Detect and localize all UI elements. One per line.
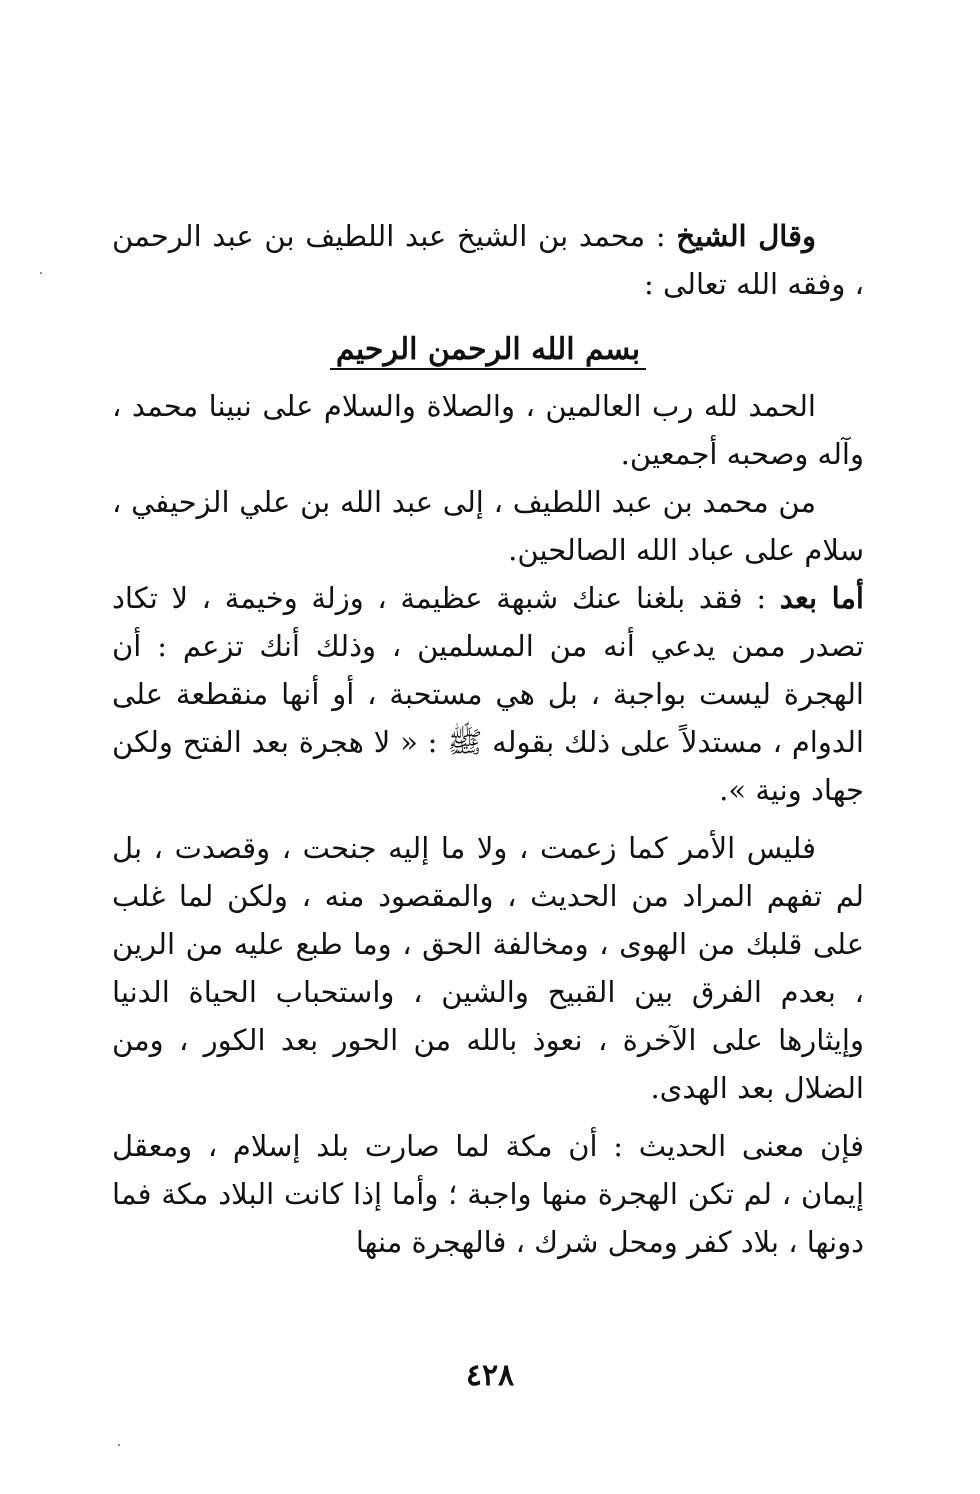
amma-bad-lead: أما بعد xyxy=(779,581,864,615)
body-text xyxy=(112,382,864,1266)
paragraph-praise: الحمد لله رب العالمين ، والصلاة والسلام على نبينا محمد ، وآله وصحبه أجمعين. xyxy=(112,389,864,471)
page-number: ٤٢٨ xyxy=(465,1358,515,1393)
amma-bad-text: : فقد بلغنا عنك شبهة عظيمة ، وزلة وخيمة ، لا تكاد تصدر ممن يدعي أنه من المسلمين ، وذلك أنك تزعم : أن الهجرة ليست بواجبة ، بل هي مستحبة ، أو أنها منقطعة على الدوام ، مستدلاً على ذلك بقوله ﷺ : « لا هجرة بعد الفتح ولكن جهاد ونية ». xyxy=(112,581,864,807)
paragraph-amma-bad xyxy=(112,574,864,814)
basmala-text: بسم الله الرحمن الرحيم xyxy=(330,332,646,370)
intro-paragraph xyxy=(112,212,864,308)
scan-speck xyxy=(40,272,42,274)
paragraph-rebuttal: فليس الأمر كما زعمت ، ولا ما إليه جنحت ، وقصدت ، بل لم تفهم المراد من الحديث ، والمقصود منه ، ولكن لما غلب على قلبك من الهوى ، ومخالفة الحق ، وما طبع عليه من الرين ، بعدم الفرق بين القبيح والشين ، واستحباب الحياة الدنيا وإيثارها على الآخرة ، نعوذ بالله من الحور بعد الكور ، ومن الضلال بعد الهدى. xyxy=(112,831,864,1105)
scan-speck xyxy=(118,1444,120,1446)
intro-text: : محمد بن الشيخ عبد اللطيف بن عبد الرحمن ، وفقه الله تعالى : xyxy=(112,219,864,301)
basmala-heading xyxy=(112,326,864,374)
paragraph-greeting: من محمد بن عبد اللطيف ، إلى عبد الله بن علي الزحيفي ، سلام على عباد الله الصالحين. xyxy=(112,485,864,567)
intro-lead: وقال الشيخ xyxy=(676,219,816,253)
paragraph-hadith-meaning: فإن معنى الحديث : أن مكة لما صارت بلد إسلام ، ومعقل إيمان ، لم تكن الهجرة منها واجبة ؛ وأما إذا كانت البلاد مكة فما دونها ، بلاد كفر ومحل شرك ، فالهجرة منها xyxy=(112,1129,864,1259)
